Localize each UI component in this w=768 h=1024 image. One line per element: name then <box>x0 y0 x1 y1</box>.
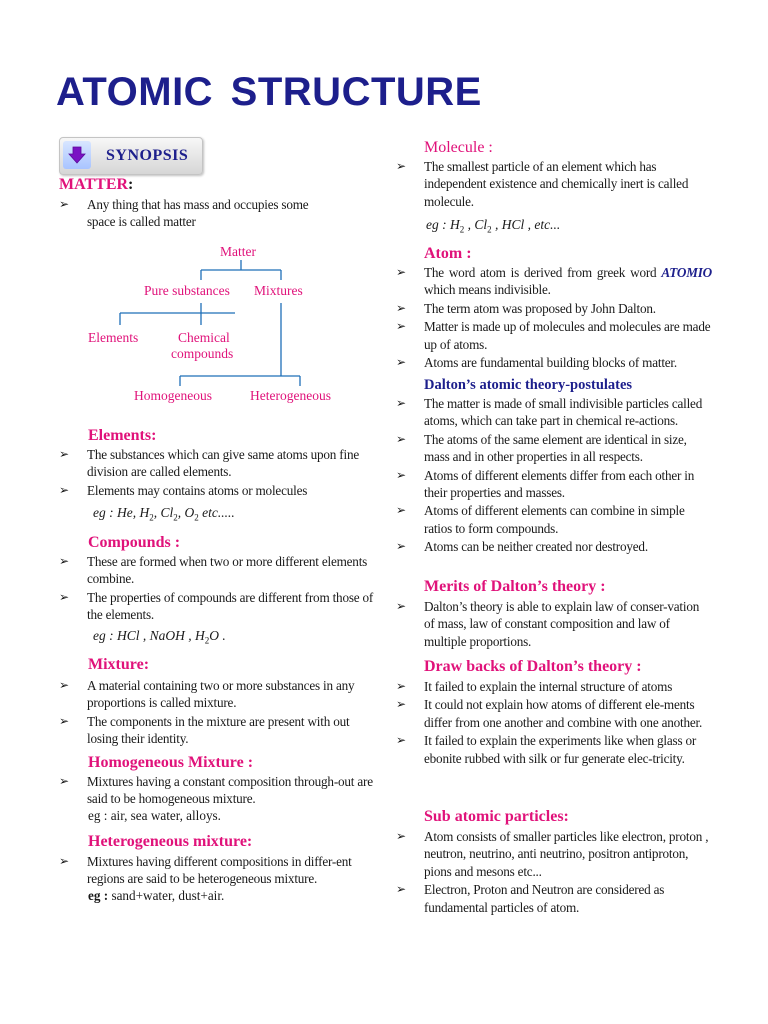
tree-node-homogeneous: Homogeneous <box>134 388 212 403</box>
elements-list <box>59 446 377 500</box>
tree-node-chemical: Chemical <box>178 330 230 345</box>
eq-sub: 2 <box>173 512 178 523</box>
atom-text: The word atom is derived from greek word <box>424 265 662 280</box>
drawbacks-list <box>396 678 712 768</box>
atom-text: which means indivisible. <box>424 282 551 298</box>
list-item <box>59 446 377 481</box>
eq-part: eg : He, H <box>93 505 150 520</box>
homogeneous-example: eg : air, sea water, alloys. <box>88 808 221 823</box>
molecule-heading: Molecule : <box>424 139 493 156</box>
list-item: ➢ These are formed when two or more different elements combine. <box>59 553 377 588</box>
tree-node-mixtures: Mixtures <box>254 283 303 298</box>
elements-example <box>93 505 235 523</box>
homogeneous-heading: Homogeneous Mixture : <box>88 754 254 771</box>
eg-text: sand+water, dust+air. <box>108 888 225 903</box>
eq-sub: 2 <box>459 224 465 235</box>
list-item: ➢ The components in the mixture are present with out losing their identity. <box>59 713 377 748</box>
atom-heading: Atom : <box>424 245 472 262</box>
list-item: ➢ Atoms can be neither created nor destroyed. <box>396 538 712 555</box>
list-item: ➢ Atom consists of smaller particles like electron, proton , neutron, neutrino, anti neutrino, positron antiproton, pions and mesons etc... <box>396 828 714 880</box>
eq-sub: 2 <box>487 224 492 235</box>
homogeneous-list <box>59 773 377 809</box>
list-item: ➢ Mixtures having different compositions in differ-ent regions are said to be heterogeneous mixture. <box>59 853 381 888</box>
matter-heading-text: MATTER <box>59 176 129 193</box>
molecule-list <box>396 158 716 211</box>
tree-node-pure-substances: Pure substances <box>144 283 230 298</box>
molecule-example <box>426 217 560 235</box>
tree-node-matter: Matter <box>220 244 256 259</box>
tree-node-elements: Elements <box>88 330 139 345</box>
tree-node-heterogeneous: Heterogeneous <box>250 388 331 403</box>
compounds-heading: Compounds : <box>88 534 181 551</box>
list-item <box>396 264 712 299</box>
eq-part: , HCl , etc... <box>491 217 561 232</box>
drawbacks-heading: Draw backs of Dalton’s theory : <box>424 658 642 675</box>
mixture-heading: Mixture: <box>88 656 150 673</box>
synopsis-badge <box>59 137 203 175</box>
eg-label: eg : <box>88 888 109 903</box>
dalton-heading: Dalton’s atomic theory-postulates <box>424 377 633 393</box>
eq-part: , Cl <box>464 217 488 232</box>
atomio-term: ATOMIO <box>661 265 712 280</box>
mixture-list <box>59 677 377 749</box>
list-item: ➢ Any thing that has mass and occupies some space is called matter <box>59 196 319 231</box>
list-item: ➢ Dalton’s theory is able to explain law of conser-vation of mass, law of constant composition and law of multiple proportions. <box>396 598 712 650</box>
eq-part: , O <box>177 505 195 520</box>
eq-part: eg : HCl , NaOH , H <box>93 628 205 643</box>
list-item: ➢ Matter is made up of molecules and molecules are made up of atoms. <box>396 318 712 353</box>
list-item: ➢ The smallest particle of an element which has independent existence and chemically inert is called molecule. <box>396 158 716 210</box>
atom-list <box>396 264 712 372</box>
down-arrow-icon <box>63 141 91 169</box>
list-item: ➢ The atoms of the same element are identical in size, mass and in other properties in all respects. <box>396 431 712 466</box>
matter-heading <box>59 176 133 194</box>
list-item: ➢ It failed to explain the internal structure of atoms <box>396 678 712 695</box>
dalton-list <box>396 395 712 557</box>
eq-part: eg : H <box>426 217 460 232</box>
tree-lines <box>80 240 380 410</box>
merits-heading: Merits of Dalton’s theory : <box>424 578 606 595</box>
list-item: ➢ Electron, Proton and Neutron are considered as fundamental particles of atom. <box>396 881 714 916</box>
matter-heading-colon: : <box>128 176 134 193</box>
list-item: ➢ It failed to explain the experiments like when glass or ebonite rubbed with silk or fur generate elec-tricity. <box>396 732 712 767</box>
list-item: ➢ Atoms of different elements can combine in simple ratios to form compounds. <box>396 502 712 537</box>
list-item: ➢ Elements may contains atoms or molecules <box>59 482 377 499</box>
list-item: ➢ Atoms of different elements differ from each other in their properties and masses. <box>396 467 712 502</box>
list-item: ➢ It could not explain how atoms of different ele-ments differ from one another and combine with one another. <box>396 696 712 731</box>
list-item: ➢ A material containing two or more substances in any proportions is called mixture. <box>59 677 377 712</box>
list-item: ➢ Atoms are fundamental building blocks of matter. <box>396 354 712 371</box>
eq-sub: 2 <box>204 635 210 646</box>
matter-list <box>59 196 319 232</box>
elements-heading: Elements: <box>88 427 157 444</box>
subatomic-heading: Sub atomic particles: <box>424 808 569 825</box>
eq-sub: 2 <box>149 512 154 523</box>
eq-part: O . <box>209 628 226 643</box>
heterogeneous-list <box>59 853 381 889</box>
synopsis-label: SYNOPSIS <box>106 147 189 164</box>
list-item-text: The substances which can give same atoms upon fine division are called elements. <box>87 447 359 480</box>
subatomic-list <box>396 828 714 917</box>
list-item: ➢ The matter is made of small indivisible particles called atoms, which can take part in chemical re-actions. <box>396 395 712 430</box>
page-title: ATOMIC STRUCTURE <box>56 70 482 114</box>
list-item: ➢ The properties of compounds are different from those of the elements. <box>59 589 377 624</box>
tree-node-compounds: compounds <box>171 346 234 361</box>
heterogeneous-example <box>88 888 224 904</box>
eq-sub: 2 <box>194 512 199 523</box>
list-item: ➢ Mixtures having a constant composition through-out are said to be homogeneous mixture. <box>59 773 377 808</box>
merits-list <box>396 598 712 651</box>
eq-part: , Cl <box>153 505 174 520</box>
compounds-example <box>93 628 226 646</box>
compounds-list <box>59 553 377 625</box>
list-item: ➢ The term atom was proposed by John Dalton. <box>396 300 712 317</box>
eq-part: etc..... <box>198 505 235 520</box>
heterogeneous-heading: Heterogeneous mixture: <box>88 833 253 850</box>
